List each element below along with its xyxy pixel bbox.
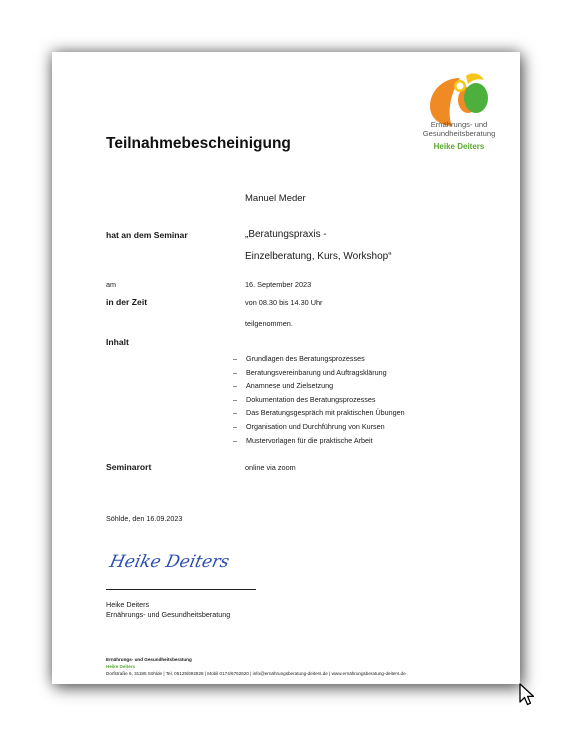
signer-title: Ernährungs- und Gesundheitsberatung [106,610,231,619]
participant-name: Manuel Meder [245,193,306,204]
content-item: – Dokumentation des Beratungsprozesses [233,393,405,407]
content-list [233,352,405,447]
seminar-title-line2: Einzelberatung, Kurs, Workshop“ [245,251,392,262]
time-value: von 08.30 bis 14.30 Uhr [245,298,323,307]
logo-line1: Ernährungs- und [430,120,488,129]
footer-name: Heike Deiters [106,664,136,669]
signature-image: Heike Deiters [107,552,232,572]
mouse-cursor-icon [518,683,536,707]
attended-text: teilgenommen. [245,319,293,328]
logo-caption [404,120,514,138]
content-item: – Mustervorlagen für die praktische Arbeit [233,434,405,448]
signer-name: Heike Deiters [106,600,150,609]
seminar-label: hat an dem Seminar [106,230,188,240]
place-date: Söhlde, den 16.09.2023 [106,514,183,523]
certificate-page [52,52,520,684]
seminar-title-line1: „Beratungspraxis - [245,229,327,240]
date-value: 16. September 2023 [245,280,312,289]
content-item: – Beratungsvereinbarung und Auftragsklärung [233,366,405,380]
logo-line2: Gesundheitsberatung [422,129,496,138]
footer-contact: Dorfstraße 6, 31185 Söhlde | Tel. 05129/692828 | Mobil 0174/6762620 | info@ernährungsberatung-deiters.de | www.ernährungsberatung-deiters.de [106,671,406,676]
content-label: Inhalt [106,337,129,347]
document-title: Teilnahmebescheinigung [106,135,291,152]
logo-brand-name: Heike Deiters [433,142,485,151]
time-label: in der Zeit [106,297,148,307]
content-item: – Grundlagen des Beratungsprozesses [233,352,405,366]
location-label: Seminarort [106,462,152,472]
location-value: online via zoom [245,463,296,472]
content-item: – Organisation und Durchführung von Kursen [233,420,405,434]
signature-line [106,589,256,590]
content-item: – Das Beratungsgespräch mit praktischen Übungen [233,406,405,420]
content-item: – Anamnese und Zielsetzung [233,379,405,393]
date-label: am [106,280,116,289]
footer-company: Ernährungs- und Gesundheitsberatung [106,657,192,662]
